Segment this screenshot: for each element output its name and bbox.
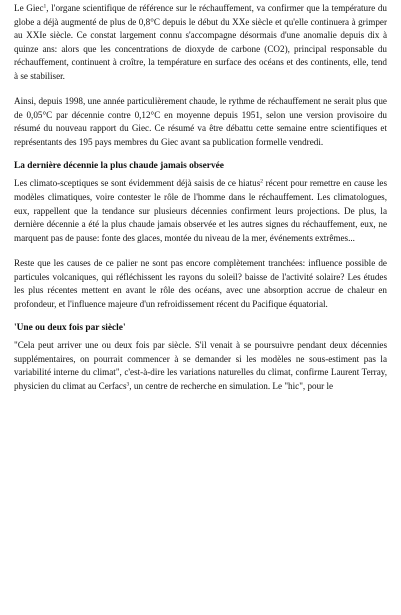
footnote-ref-3: 3 — [126, 381, 130, 388]
paragraph-3 — [14, 177, 387, 245]
paragraph-3-text-b: récent pour remettre en cause les modèles climatiques, voire contester le rôle de l'homme dans le réchauffement. Les climatologues, eux, rappellent que la tendance sur plusieurs décennies confirment leurs projections. De plus, la dernière décennie a été la plus chaude jamais observée et les autres signes du réchauffement, eux, ne marquent pas de pause: fonte des glaces, montée du niveau de la mer, événements extrêmes... — [14, 178, 387, 243]
paragraph-1 — [14, 2, 387, 83]
footnote-ref-2: 2 — [260, 178, 264, 185]
section-heading-2: 'Une ou deux fois par siècle' — [14, 323, 126, 334]
footnote-ref-1: 1 — [43, 3, 47, 10]
paragraph-2: Ainsi, depuis 1998, une année particulièrement chaude, le rythme de réchauffement ne serait plus que de 0,05°C par décennie contre 0,12°C en moyenne depuis 1951, selon une version provisoire du résumé du nouveau rapport du Giec. Ce résumé va être débattu cette semaine entre scientifiques et représentants des 195 pays membres du Giec avant sa publication formelle vendredi. — [14, 96, 387, 147]
paragraph-4: Reste que les causes de ce palier ne sont pas encore complètement tranchées: influence possible de particules volcaniques, qui réfléchissent les rayons du soleil? baisse de l'activité solaire? Les études les plus récentes mettent en avant le rôle des océans, avec une absorption accrue de chaleur en profondeur, et l'influence majeure d'un refroidissement récent du Pacifique équatorial. — [14, 258, 387, 309]
paragraph-5 — [14, 339, 387, 393]
paragraph-3-text-a: Les climato-sceptiques se sont évidemment déjà saisis de ce hiatus — [14, 178, 261, 189]
paragraph-1-text-b: , l'organe scientifique de référence sur le réchauffement, va confirmer que la température du globe a déjà augmenté de plus de 0,8°C depuis le début du XXe siècle et qu'elle continuera à grimper au XXIe siècle. Ce constat largement connu s'accompagne désormais d'une anomalie depuis dix à quinze ans: alors que les concentrations de dioxyde de carbone (CO2), principal responsable du réchauffement, continuent à croître, la température en surface des océans et des continents, elle, tend à se stabiliser. — [14, 3, 387, 81]
paragraph-5-text-b: , un centre de recherche en simulation. Le "hic", pour le — [129, 381, 334, 392]
paragraph-5-text-a: "Cela peut arriver une ou deux fois par siècle. S'il venait à se poursuivre pendant deux décennies supplémentaires, on pourrait commencer à se demander si les modèles ne sous-estiment pas la variabilité interne du climat", c'est-à-dire les variations naturelles du climat, confirme Laurent Terray, physicien du climat au Cerfacs — [14, 340, 387, 392]
paragraph-1-text-a: Le Giec — [14, 3, 44, 13]
document-page — [14, 2, 387, 394]
section-heading-1: La dernière décennie la plus chaude jamais observée — [14, 161, 224, 172]
